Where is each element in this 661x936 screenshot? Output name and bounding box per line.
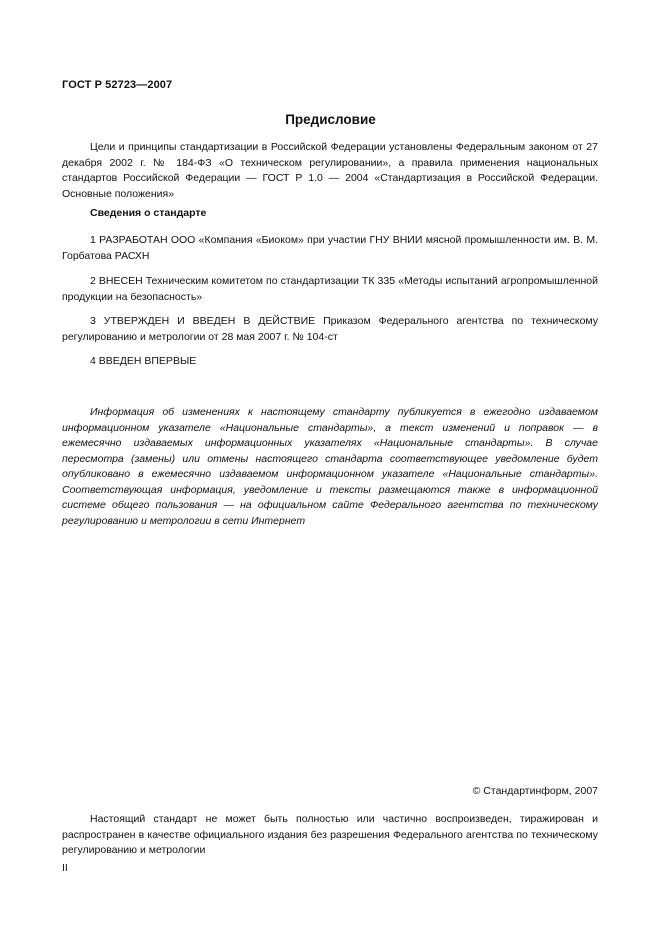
info-item-2: 2 ВНЕСЕН Техническим комитетом по стандартизации ТК 335 «Методы испытаний агропромышленной продукции на безопасность» (62, 275, 598, 303)
notice-paragraph: Информация об изменениях к настоящему стандарту публикуется в ежегодно издаваемом информационном указателе «Национальные стандарты», а текст изменений и поправок — в ежемесячно издаваемых информационных указателях «Национальные стандарты». В случае пересмотра (замены) или отмены настоящего стандарта соответствующее уведомление будет опубликовано в ежемесячно издаваемом информационном указателе «Национальные стандарты». Соответствующая информация, уведомление и тексты размещаются также в информационной системе общего пользования — на официальном сайте Федерального агентства по техническому регулированию и метрологии в сети Интернет (62, 406, 598, 527)
page-number: II (62, 862, 68, 874)
reproduction-notice: Настоящий стандарт не может быть полностью или частично воспроизведен, тиражирован и распространен в качестве официального издания без разрешения Федерального агентства по техническому регулированию и метрологии (62, 813, 598, 856)
intro-paragraph: Цели и принципы стандартизации в Российской Федерации установлены Федеральным законом от 27 декабря 2002 г. № 184-ФЗ «О техническом регулировании», а правила применения национальных стандартов Российской Федерации — ГОСТ Р 1.0 — 2004 «Стандартизация в Российской Федерации. Основные положения» (62, 141, 598, 200)
info-heading: Сведения о стандарте (90, 207, 207, 219)
copyright-line: © Стандартинформ, 2007 (472, 785, 598, 797)
info-item-4: 4 ВВЕДЕН ВПЕРВЫЕ (90, 355, 197, 367)
info-item-1: 1 РАЗРАБОТАН ООО «Компания «Биоком» при участии ГНУ ВНИИ мясной промышленности им. В. М. Горбатова РАСХН (62, 234, 598, 262)
page-title: Предисловие (285, 112, 376, 127)
document-number: ГОСТ Р 52723—2007 (62, 79, 173, 91)
info-item-3: 3 УТВЕРЖДЕН И ВВЕДЕН В ДЕЙСТВИЕ Приказом Федерального агентства по техническому регулированию и метрологии от 28 мая 2007 г. № 104-ст (62, 315, 598, 343)
